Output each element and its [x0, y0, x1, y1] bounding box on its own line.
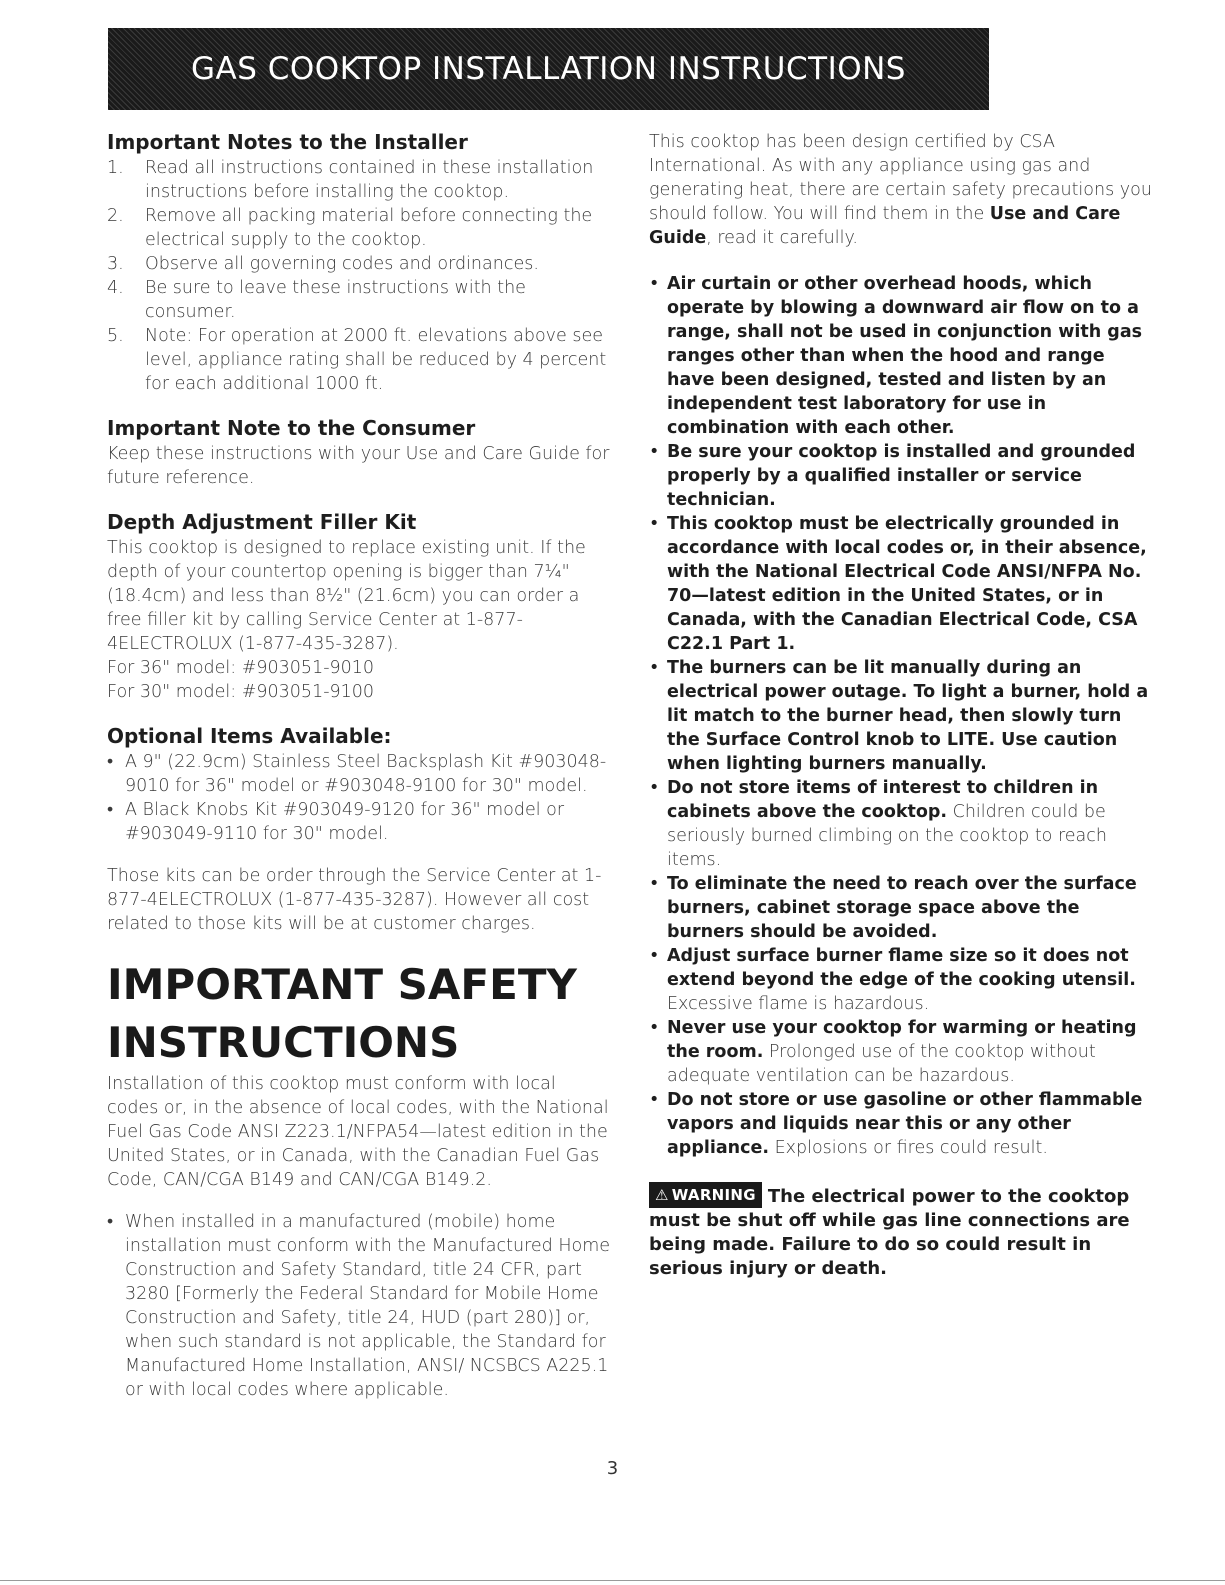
warning-badge: ⚠ WARNING [649, 1182, 762, 1208]
list-item: 4. Be sure to leave these instructions with the consumer. [107, 278, 526, 322]
optional-items-heading: Optional Items Available: [107, 724, 392, 748]
optional-items-note: Those kits can be order through the Service Center at 1-877-4ELECTROLUX (1-877-435-3287). However all cost related to those kits will be at customer charges. [107, 866, 602, 934]
installer-notes-section [107, 130, 612, 396]
depth-kit-model-36: For 36" model: #903051-9010 [107, 658, 375, 678]
list-item: 5. Note: For operation at 2000 ft. elevations above see level, appliance rating shall be reduced by 4 percent for each additional 1000 ft. [107, 326, 607, 394]
list-item: • The burners can be lit manually during an electrical power outage. To light a burner, hold a lit match to the burner head, then slowly turn the Surface Control knob to LITE. Use caution when lighting burners manually. [649, 658, 1149, 774]
left-column [107, 130, 612, 1402]
bullet-icon: • [107, 752, 114, 772]
depth-kit-model-30: For 30" model: #903051-9100 [107, 682, 375, 702]
list-item: • Adjust surface burner flame size so it does not extend beyond the edge of the cooking utensil. Excessive flame is hazardous. [649, 946, 1136, 1014]
safety-section [107, 956, 612, 1402]
safety-title: IMPORTANT SAFETY INSTRUCTIONS [107, 960, 577, 1067]
list-item: 3. Observe all governing codes and ordinances. [107, 254, 539, 274]
list-item: • Never use your cooktop for warming or heating the room. Prolonged use of the cooktop without adequate ventilation can be hazardous. [649, 1018, 1137, 1086]
page-title: GAS COOKTOP INSTALLATION INSTRUCTIONS [190, 51, 906, 87]
optional-items-list [107, 750, 612, 846]
mobile-home-list [107, 1210, 612, 1402]
list-item: • This cooktop must be electrically grounded in accordance with local codes or, in their absence, with the National Electrical Code ANSI/NFPA No. 70—latest edition in the United States, or in Canada, with the Canadian Electrical Code, CSA C22.1 Part 1. [649, 514, 1147, 654]
bullet-icon: • [107, 1212, 114, 1232]
title-banner [108, 28, 989, 110]
bottom-divider [0, 1580, 1225, 1581]
depth-kit-text: This cooktop is designed to replace existing unit. If the depth of your countertop opening is bigger than 7¼" (18.4cm) and less than 8½" (21.6cm) you can order a free filler kit by calling Service Center at 1-877-4ELECTROLUX (1-877-435-3287). [107, 538, 586, 654]
depth-kit-section [107, 510, 612, 704]
bullet-icon: • [649, 514, 660, 534]
warning-triangle-icon: ⚠ [655, 1186, 669, 1204]
warning-text: The electrical power to the cooktop must be shut off while gas line connections are being made. Failure to do so could result in serious injury or death. [649, 1186, 1130, 1279]
warning-block [649, 1182, 1154, 1281]
bullet-icon: • [649, 946, 660, 966]
list-item: 1. Read all instructions contained in these installation instructions before installing the cooktop. [107, 158, 594, 202]
safety-intro: Installation of this cooktop must conform with local codes or, in the absence of local codes, with the National Fuel Gas Code ANSI Z223.1/NFPA54—latest edition in the United States, or in Canada, with the Canadian Fuel Gas Code, CAN/CGA B149 and CAN/CGA B149.2. [107, 1074, 609, 1190]
bullet-icon: • [649, 874, 660, 894]
bullet-icon: • [649, 1018, 660, 1038]
installer-notes-list [107, 156, 612, 396]
list-item: • Air curtain or other overhead hoods, which operate by blowing a downward air flow on to a range, shall not be used in conjunction with gas ranges other than when the hood and range have been designed, tested and listen by an independent test laboratory for use in combination with each other. [649, 274, 1143, 438]
consumer-note-section [107, 416, 612, 490]
depth-kit-heading: Depth Adjustment Filler Kit [107, 510, 417, 534]
installer-notes-heading: Important Notes to the Installer [107, 130, 468, 154]
list-item: • Do not store or use gasoline or other flammable vapors and liquids near this or any other appliance. Explosions or fires could result. [649, 1090, 1143, 1158]
bullet-icon: • [649, 274, 660, 294]
list-item: 2. Remove all packing material before connecting the electrical supply to the cooktop. [107, 206, 593, 250]
bullet-icon: • [649, 778, 660, 798]
consumer-note-text: Keep these instructions with your Use and Care Guide for future reference. [107, 444, 610, 488]
optional-items-section [107, 724, 612, 936]
list-item: • Be sure your cooktop is installed and grounded properly by a qualified installer or service technician. [649, 442, 1136, 510]
right-column [649, 130, 1154, 1281]
list-item: • To eliminate the need to reach over the surface burners, cabinet storage space above the burners should be avoided. [649, 874, 1137, 942]
list-item: • Do not store items of interest to children in cabinets above the cooktop. Children could be seriously burned climbing on the cooktop to reach items. [649, 778, 1107, 870]
bullet-icon: • [649, 658, 660, 678]
bullet-icon: • [649, 442, 660, 462]
consumer-note-heading: Important Note to the Consumer [107, 416, 476, 440]
csa-certification-text: This cooktop has been design certified by CSA International. As with any appliance using gas and generating heat, there are certain safety precautions you should follow. You will find them in the Use and Care Guide, read it carefully. [649, 132, 1152, 248]
bullet-icon: • [107, 800, 114, 820]
page-number: 3 [606, 1458, 619, 1479]
list-item: • When installed in a manufactured (mobile) home installation must conform with the Manufactured Home Construction and Safety Standard, title 24 CFR, part 3280 [Formerly the Federal Standard for Mobile Home Construction and Safety, title 24, HUD (part 280)] or, when such standard is not applicable, the Standard for Manufactured Home Installation, ANSI/ NCSBCS A225.1 or with local codes where applicable. [107, 1212, 611, 1400]
list-item: • A 9" (22.9cm) Stainless Steel Backsplash Kit #903048-9010 for 36" model or #903048-9100 for 30" model. [107, 752, 607, 796]
bullet-icon: • [649, 1090, 660, 1110]
safety-rules-list [649, 272, 1154, 1160]
list-item: • A Black Knobs Kit #903049-9120 for 36" model or #903049-9110 for 30" model. [107, 800, 565, 844]
